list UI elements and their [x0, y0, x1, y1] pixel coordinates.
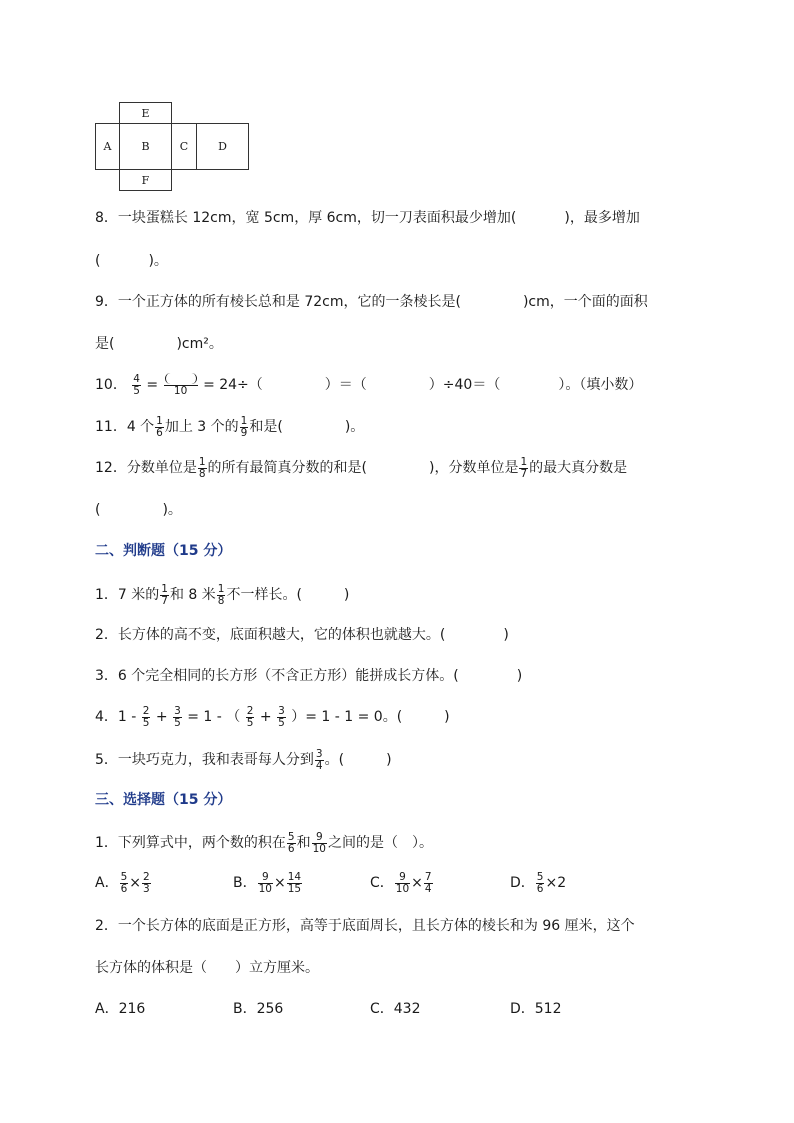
judge-question-5: 5．一块巧克力，我和表哥每人分到 $\frac{3}{4}$ 。( ): [95, 747, 392, 772]
fraction: $\frac{3}{5}$: [174, 704, 181, 729]
fraction: $\frac{1}{9}$: [240, 414, 248, 439]
choice-q2-option-d[interactable]: D．512: [510, 1001, 562, 1017]
fraction: $\frac{2}{5}$: [246, 704, 254, 729]
fraction: $\frac{2}{5}$: [142, 704, 150, 729]
choice-question-2-line1: 2．一个长方体的底面是正方形，高等于底面周长，且长方体的棱长和为 96 厘米，这个: [95, 918, 635, 934]
fraction: $\frac{3}{4}$: [315, 747, 323, 772]
net-face-c: C: [171, 123, 197, 170]
fraction: $\frac{4}{5}$: [133, 372, 140, 397]
choice-q1-option-a[interactable]: A． $\frac{5}{6}$ × $\frac{2}{3}$: [95, 870, 150, 895]
net-face-b: B: [119, 123, 172, 170]
fraction: $\frac{1}{8}$: [217, 582, 225, 607]
fraction: $\frac{1}{7}$: [520, 455, 528, 480]
fill-question-9-line2: 是( )cm²。: [95, 336, 223, 352]
net-face-d: D: [196, 123, 249, 170]
fraction: $\frac{1}{7}$: [161, 582, 168, 607]
judge-question-4: 4．1 - $\frac{2}{5}$ + $\frac{3}{5}$ = 1 - （ $\frac{2}{5}$ + $\frac{3}{5}$ ）= 1 - 1 = 0。( ): [95, 704, 450, 729]
choice-q2-option-a[interactable]: A．216: [95, 1001, 146, 1017]
fill-question-9-line1: 9．一个正方体的所有棱长总和是 72cm，它的一条棱长是( )cm，一个面的面积: [95, 294, 648, 310]
net-face-f: F: [119, 169, 172, 191]
choice-q1-option-d[interactable]: D． $\frac{5}{6}$ ×2: [510, 870, 567, 895]
choice-question-2-line2: 长方体的体积是（ ）立方厘米。: [95, 960, 319, 976]
fraction: $\frac{5}{6}$: [536, 870, 544, 895]
fraction: $\frac{7}{4}$: [424, 870, 432, 895]
fraction-blank-numerator: 10: [164, 373, 198, 397]
fraction: $\frac{9}{10}$: [258, 870, 272, 895]
fraction: $\frac{9}{10}$: [395, 870, 410, 895]
fraction: $\frac{5}{6}$: [120, 870, 128, 895]
judge-question-2: 2．长方体的高不变，底面积越大，它的体积也就越大。( ): [95, 627, 509, 643]
choice-question-1: 1．下列算式中，两个数的积在 $\frac{5}{6}$ 和 $\frac{9}{10}$ 之间的是（ ）。: [95, 830, 433, 855]
fraction: $\frac{9}{10}$: [312, 830, 326, 855]
cube-net-figure: [95, 102, 255, 190]
fill-question-12-line1: 12．分数单位是 $\frac{1}{8}$ 的所有最简真分数的和是( )，分数单位是 $\frac{1}{7}$ 的最大真分数是: [95, 455, 628, 480]
judge-question-3: 3．6 个完全相同的长方形（不含正方形）能拼成长方体。( ): [95, 668, 523, 684]
fraction: $\frac{2}{3}$: [143, 870, 150, 895]
net-face-a: A: [95, 123, 120, 170]
fill-question-8-line2: ( )。: [95, 253, 168, 269]
fill-question-10: 10． $\frac{4}{5}$ = 10 = 24÷（ ）＝（ ）÷40＝（ ）。（填小数）: [95, 372, 643, 397]
section-title-choice: 三、选择题（15 分）: [95, 792, 232, 808]
judge-question-1: 1．7 米的 $\frac{1}{7}$ 和 8 米 $\frac{1}{8}$ 不一样长。( ): [95, 582, 350, 607]
choice-q2-option-c[interactable]: C．432: [370, 1001, 421, 1017]
fraction: $\frac{5}{6}$: [287, 830, 295, 855]
fill-question-12-line2: ( )。: [95, 502, 182, 518]
choice-q1-option-b[interactable]: B． $\frac{9}{10}$ × $\frac{14}{15}$: [233, 870, 302, 895]
fraction: $\frac{1}{6}$: [156, 414, 163, 439]
fraction: $\frac{3}{5}$: [278, 704, 285, 729]
choice-q2-option-b[interactable]: B．256: [233, 1001, 284, 1017]
fraction: $\frac{14}{15}$: [287, 870, 302, 895]
choice-q1-option-c[interactable]: C． $\frac{9}{10}$ × $\frac{7}{4}$: [370, 870, 432, 895]
fill-question-11: 11．4 个 $\frac{1}{6}$ 加上 3 个的 $\frac{1}{9}$ 和是( )。: [95, 414, 365, 439]
fill-question-8-line1: 8．一块蛋糕长 12cm，宽 5cm，厚 6cm，切一刀表面积最少增加( )，最多增加: [95, 210, 640, 226]
fraction: $\frac{1}{8}$: [198, 455, 206, 480]
net-face-e: E: [119, 102, 172, 124]
section-title-judge: 二、判断题（15 分）: [95, 543, 232, 559]
